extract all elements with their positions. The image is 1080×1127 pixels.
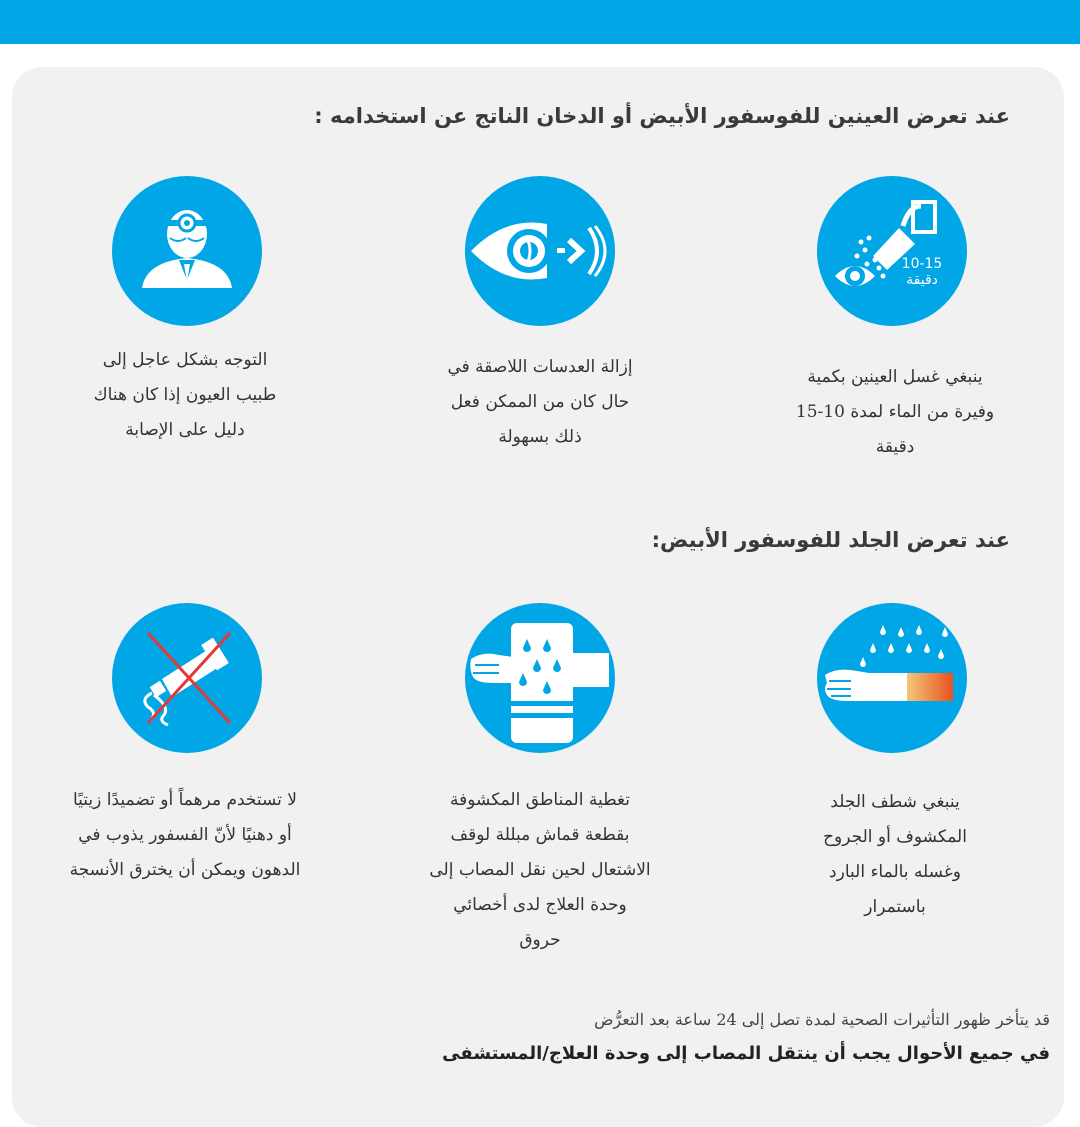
contact-lens-caption — [430, 350, 650, 455]
caption-line: حال كان من الممكن فعل — [450, 392, 630, 412]
caption-line: الاشتعال لحين نقل المصاب إلى — [429, 860, 651, 880]
hospital-note: في جميع الأحوال يجب أن ينتقل المصاب إلى وحدة العلاج/المستشفى — [442, 1043, 1050, 1064]
caption-line: التوجه بشكل عاجل إلى — [102, 350, 268, 370]
caption-line: باستمرار — [864, 897, 926, 917]
no-ointment-icon — [112, 603, 262, 753]
caption-line: ينبغي شطف الجلد — [830, 792, 960, 812]
eye-wash-icon — [817, 176, 967, 326]
delay-note: قد يتأخر ظهور التأثيرات الصحية لمدة تصل إلى 24 ساعة بعد التعرُّض — [594, 1010, 1050, 1029]
wet-cloth-caption — [415, 783, 665, 958]
rinse-skin-caption — [795, 785, 995, 925]
caption-line: الدهون ويمكن أن يخترق الأنسجة — [69, 860, 301, 880]
caption-line: ينبغي غسل العينين بكمية — [807, 367, 983, 387]
eye-wash-badge-unit: دقيقة — [906, 272, 938, 288]
no-ointment-caption — [50, 783, 320, 888]
remove-contact-lens-icon — [465, 176, 615, 326]
caption-line: المكشوف أو الجروح — [823, 827, 967, 847]
caption-line: دليل على الإصابة — [125, 420, 245, 440]
caption-line: وغسله بالماء البارد — [829, 862, 961, 882]
eye-doctor-icon — [112, 176, 262, 326]
caption-line: بقطعة قماش مبللة لوقف — [450, 825, 630, 845]
caption-line: طبيب العيون إذا كان هناك — [93, 385, 277, 405]
wet-cloth-icon — [465, 603, 615, 753]
top-banner — [0, 0, 1080, 44]
caption-line: ذلك بسهولة — [498, 427, 582, 447]
skin-section-title: عند تعرض الجلد للفوسفور الأبيض: — [651, 528, 1010, 552]
rinse-skin-icon — [817, 603, 967, 753]
caption-line: تغطية المناطق المكشوفة — [450, 790, 630, 810]
caption-line: لا تستخدم مرهماً أو تضميدًا زيتيًا — [72, 790, 297, 810]
caption-line: إزالة العدسات اللاصقة في — [447, 357, 633, 377]
eyes-section-title: عند تعرض العينين للفوسفور الأبيض أو الدخان الناتج عن استخدامه : — [314, 104, 1010, 128]
eye-doctor-caption — [70, 343, 300, 448]
eye-wash-caption — [790, 360, 1000, 465]
caption-line: دقيقة — [875, 437, 915, 457]
caption-line: أو دهنيًا لأنّ الفسفور يذوب في — [78, 825, 292, 845]
caption-line: وحدة العلاج لدى أخصائي — [453, 895, 627, 915]
caption-line: وفيرة من الماء لمدة 10-15 — [795, 402, 995, 422]
caption-line: حروق — [519, 930, 561, 950]
eye-wash-badge-minutes: 10-15 — [901, 256, 943, 272]
